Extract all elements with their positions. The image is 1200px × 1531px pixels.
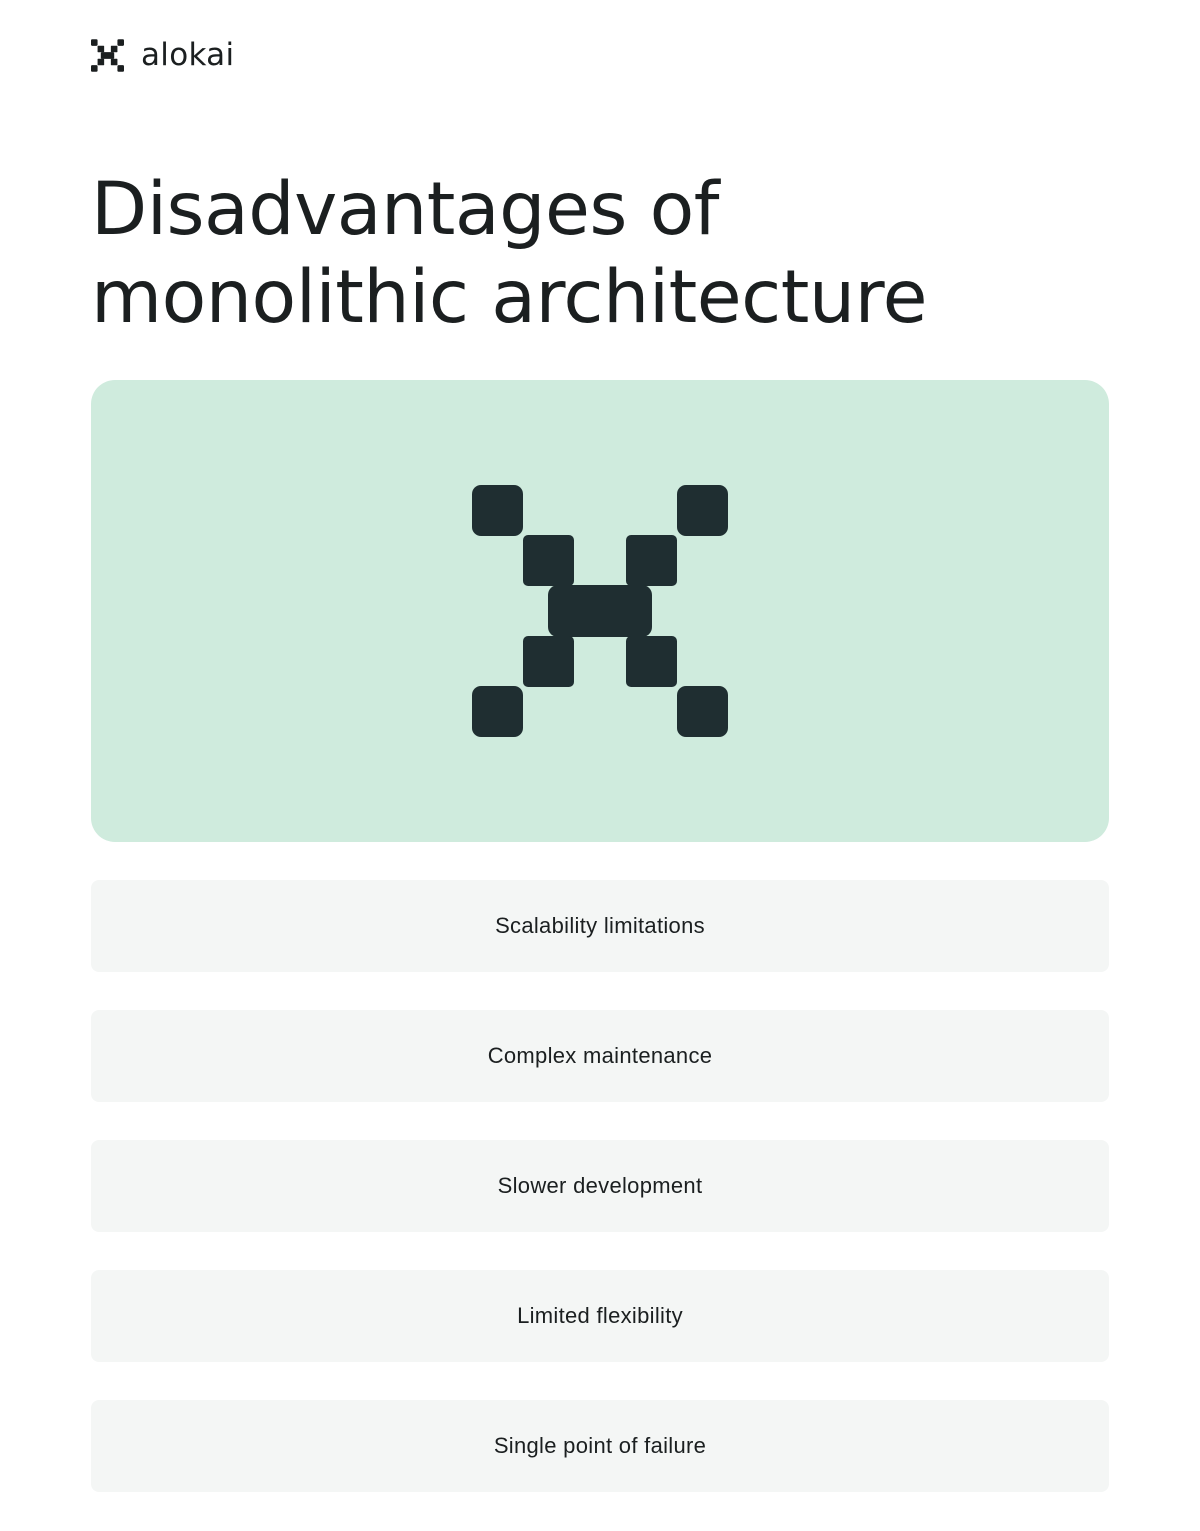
list-item-label: Scalability limitations (495, 913, 705, 938)
list-item (91, 1270, 1109, 1362)
disadvantages-list (91, 880, 1109, 1530)
hero-illustration (91, 380, 1109, 842)
list-item-label: Single point of failure (493, 1433, 707, 1458)
page-title: Disadvantages of monolithic architecture (91, 167, 927, 340)
list-item-label: Slower development (497, 1173, 703, 1198)
alokai-logo-icon (91, 39, 124, 72)
list-item (91, 880, 1109, 972)
list-item (91, 1010, 1109, 1102)
list-item (91, 1400, 1109, 1492)
brand[interactable] (91, 38, 234, 72)
list-item-label: Complex maintenance (487, 1043, 713, 1068)
brand-name: alokai (141, 37, 235, 73)
list-item-label: Limited flexibility (517, 1303, 683, 1328)
list-item (91, 1140, 1109, 1232)
alokai-x-icon (472, 485, 728, 737)
